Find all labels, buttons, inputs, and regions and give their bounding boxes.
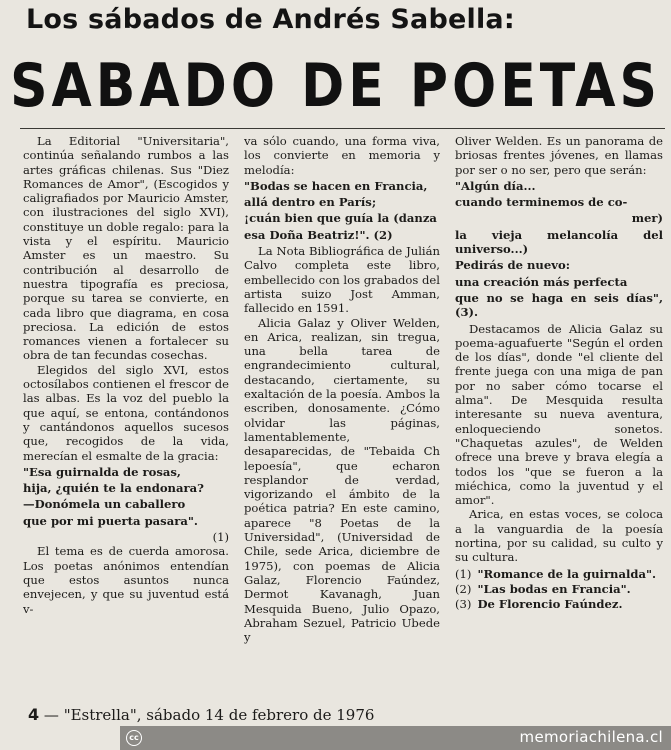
column-2 — [244, 134, 440, 708]
verse-line: que por mi puerta pasara". — [23, 513, 198, 528]
verse-line: hija, ¿quién te la endonara? — [23, 481, 204, 496]
verse-line: —Donómela un caballero — [23, 497, 186, 512]
footnote-marker: (1) — [212, 530, 229, 545]
paragraph: El tema es de cuerda amorosa. Los poetas anónimos entendían que estos asuntos nunca envejecen, y que su juventud está v- — [23, 544, 229, 616]
footnote: (1) "Romance de la guirnalda". — [455, 566, 657, 581]
header-rule — [20, 128, 665, 129]
verse-line: mer) — [631, 211, 663, 226]
paragraph: La Nota Bibliográfica de Julián Calvo completa este libro, embellecido con los grabados del artista suizo Jost Amman, fallecido en 1591. — [244, 244, 440, 316]
verse-line: allá dentro en París; — [244, 195, 377, 210]
paragraph: Elegidos del siglo XVI, estos octosílabos contienen el frescor de las albas. Es la voz del pueblo la que aquí, se entona, contándonos y cantándonos aquellos sucesos que, recogidos de la vida, merecían el esmalte de la gracia: — [23, 362, 229, 463]
verse-line: "Esa guirnalda de rosas, — [23, 464, 181, 479]
page-footer — [28, 705, 374, 724]
paragraph: Arica, en estas voces, se coloca a la vanguardia de la poesía nortina, por su calidad, su culto y su cultura. — [455, 507, 663, 565]
verse-line: "Algún día... — [455, 178, 536, 193]
column-1 — [23, 134, 229, 708]
source-watermark-bar — [120, 726, 671, 750]
paragraph: Oliver Welden. Es un panorama de briosas frentes jóvenes, en llamas por ser o no ser, pero que serán: — [455, 134, 663, 177]
verse-line: una creación más perfecta — [455, 274, 628, 289]
verse-line: esa Doña Beatriz!". (2) — [244, 227, 393, 242]
paragraph: La Editorial "Universitaria", continúa señalando rumbos a las artes gráficas chilenas. Sus "Diez Romances de Amor", (Escogidos y caligrafiados por Mauricio Amster, con ilustraciones del siglo XVI), constituye un doble regalo: para la vista y el espíritu. Mauricio Amster es un maestro. Su contribución al desarrollo de nuestra tipografía es preciosa, porque su tarea se convierte, en cada libro que diagrama, en cosa preciosa. La edición de estos romances vienen a fortalecer su obra de tan fecundas cosechas. — [23, 134, 229, 363]
page-number: 4 — [28, 705, 40, 724]
creative-commons-icon: cc — [126, 730, 142, 746]
verse-line: "Bodas se hacen en Francia, — [244, 178, 428, 193]
paragraph: Destacamos de Alicia Galaz su poema-aguafuerte "Según el orden de los días", donde "el cliente del frente juega con una miga de pan por no saber cómo tocarse el alma". De Mesquida resulta interesante su nueva aventura, enloqueciendo sonetos. "Chaquetas azules", de Welden ofrece una breve y brava elegía a todos los "que se fueron a la miéchica, como la juventud y el amor". — [455, 321, 663, 508]
paragraph: va sólo cuando, una forma viva, los convierte en memoria y melodía: — [244, 134, 440, 177]
headline: SABADO DE POETAS — [10, 52, 661, 121]
footnotes — [455, 567, 663, 612]
verse-line: que no se haga en seis días", (3). — [455, 290, 663, 320]
column-kicker: Los sábados de Andrés Sabella: — [26, 4, 515, 35]
verse-line: Pedirás de nuevo: — [455, 258, 570, 273]
paragraph: Alicia Galaz y Oliver Welden, en Arica, realizan, sin tregua, una bella tarea de engrandecimiento cultural, destacando, ciertamente, su exaltación de la poesía. Ambos la escriben, donosamente. ¿Cómo olvidar las páginas, lamentablemente, desaparecidas, de "Tebaida Ch lepoesía", que echaron resplandor de verdad, vigorizando el ámbito de la poética patria? En este camino, aparece "8 Poetas de la Universidad", (Universidad de Chile, sede Arica, diciembre de 1975), con poemas de Alicia Galaz, Florencio Faúndez, Dermot Kavanagh, Juan Mesquida Bueno, Julio Opazo, Abraham Sezuel, Patricio Ubede y — [244, 315, 440, 645]
verse-line: cuando terminemos de co- — [455, 195, 628, 210]
watermark-site: memoriachilena.cl — [519, 728, 663, 746]
footnote: (2) "Las bodas en Francia". — [455, 581, 631, 596]
footer-dateline: — "Estrella", sábado 14 de febrero de 1976 — [43, 706, 375, 724]
footnote: (3) De Florencio Faúndez. — [455, 597, 623, 612]
verse-line: ¡cuán bien que guía la (danza — [244, 211, 437, 226]
verse-line: la vieja melancolía del universo...) — [455, 227, 663, 257]
column-3 — [455, 134, 663, 708]
